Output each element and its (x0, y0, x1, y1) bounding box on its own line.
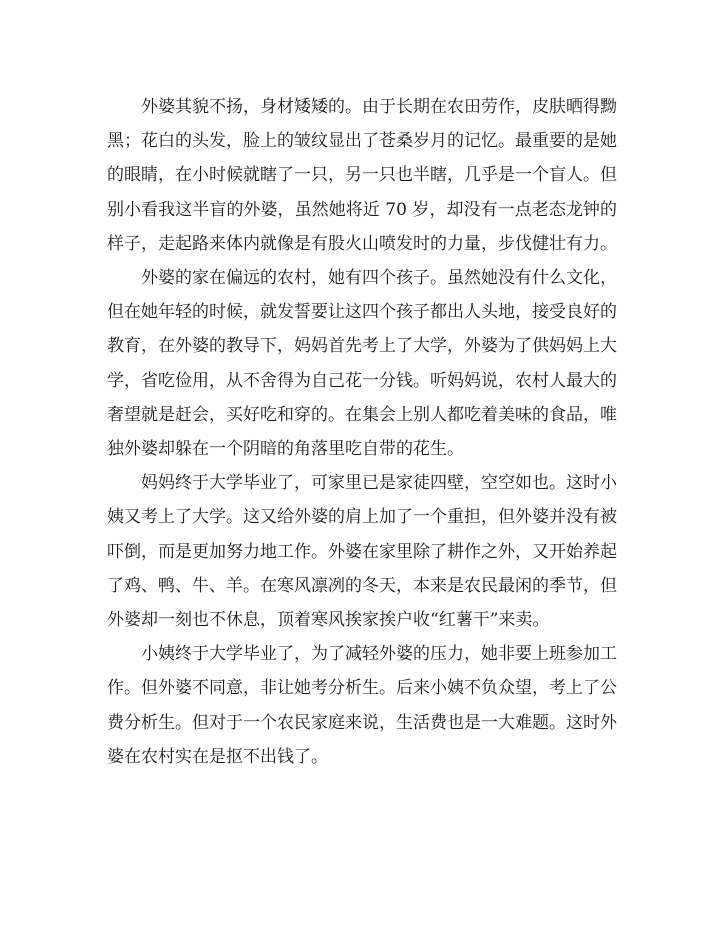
paragraph-1: 外婆其貌不扬，身材矮矮的。由于长期在农田劳作，皮肤晒得黝黑；花白的头发，脸上的皱纹显出了苍桑岁月的记忆。最重要的是她的眼睛，在小时候就瞎了一只，另一只也半瞎，几乎是一个盲人。但别小看我这半盲的外婆，虽然她将近 70 岁，却没有一点老态龙钟的样子，走起路来体内就像是有股火山喷发时的力量，步伐健壮有力。 (107, 97, 617, 254)
paragraph-3: 妈妈终于大学毕业了，可家里已是家徒四壁，空空如也。这时小姨又考上了大学。这又给外婆的肩上加了一个重担，但外婆并没有被吓倒，而是更加努力地工作。外婆在家里除了耕作之外，又开始养起了鸡、鸭、牛、羊。在寒风凛冽的冬天，本来是农民最闲的季节，但外婆却一刻也不休息，顶着寒风挨家挨户收“红薯干”来卖。 (107, 473, 617, 631)
body-text (107, 90, 617, 774)
paragraph-4: 小姨终于大学毕业了，为了减轻外婆的压力，她非要上班参加工作。但外婆不同意，非让她考分析生。后来小姨不负众望，考上了公费分析生。但对于一个农民家庭来说，生活费也是一大难题。这时外婆在农村实在是抠不出钱了。 (107, 644, 617, 767)
paragraph-2: 外婆的家在偏远的农村，她有四个孩子。虽然她没有什么文化，但在她年轻的时候，就发誓要让这四个孩子都出人头地，接受良好的教育，在外婆的教导下，妈妈首先考上了大学，外婆为了供妈妈上大学，省吃俭用，从不舍得为自己花一分钱。听妈妈说，农村人最大的奢望就是赶会，买好吃和穿的。在集会上别人都吃着美味的食品，唯独外婆却躲在一个阴暗的角落里吃自带的花生。 (107, 268, 617, 460)
